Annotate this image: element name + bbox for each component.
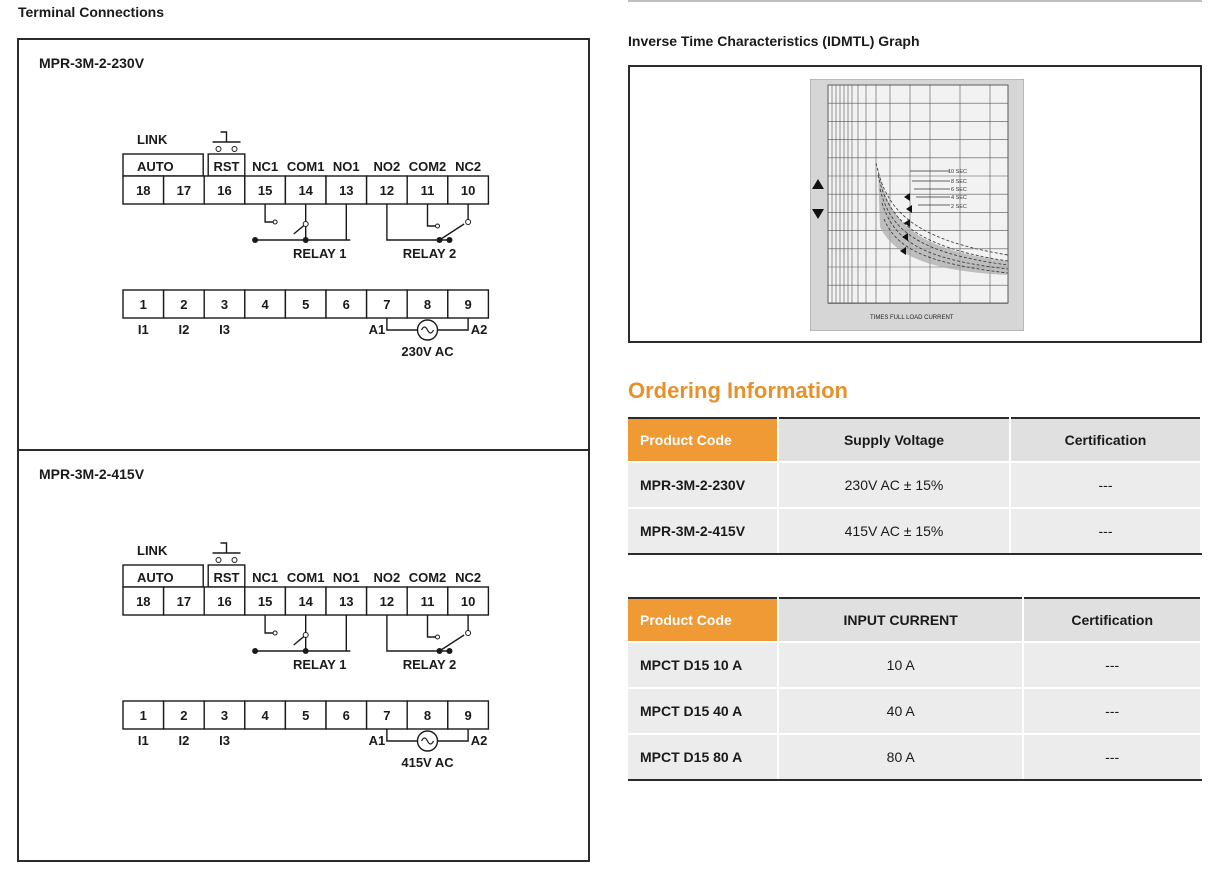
terminal-label: COM1 — [286, 570, 325, 585]
table-row — [628, 734, 1201, 780]
terminal-number: 1 — [139, 708, 147, 723]
contact-point — [232, 558, 237, 563]
curve-label: 2 SEC — [951, 204, 967, 210]
col-header: Supply Voltage — [778, 418, 1010, 462]
current-input-label: I2 — [178, 322, 190, 337]
terminal-block-bottom — [285, 290, 326, 318]
terminal-number: 18 — [136, 594, 151, 609]
product-code-cell: MPCT D15 80 A — [628, 734, 778, 780]
supply-voltage-label: 415V AC — [401, 755, 454, 770]
current-input-label: I1 — [137, 322, 149, 337]
reset-pushbutton — [213, 132, 241, 142]
graph-x-caption: TIMES FULL LOAD CURRENT — [870, 315, 954, 321]
contact-point — [216, 147, 221, 152]
terminal-label: NC2 — [455, 570, 482, 585]
table-row — [628, 688, 1201, 734]
table-cell: 230V AC ± 15% — [778, 462, 1010, 508]
col-header: INPUT CURRENT — [778, 598, 1023, 642]
terminal-block-top — [285, 176, 326, 204]
a2-label: A2 — [470, 733, 488, 748]
terminal-block-bottom — [204, 290, 245, 318]
terminal-block-top — [245, 176, 286, 204]
contact-point — [466, 220, 471, 225]
terminal-number: 17 — [176, 183, 192, 198]
current-input-label: I2 — [178, 733, 190, 748]
terminal-block-bottom — [367, 290, 408, 318]
terminal-number: 16 — [217, 183, 232, 198]
a1-label: A1 — [368, 322, 386, 337]
terminal-number: 18 — [136, 183, 151, 198]
product-code-cell: MPR-3M-2-415V — [628, 508, 778, 554]
contact-point — [436, 224, 440, 228]
terminal-number: 10 — [460, 183, 476, 198]
table-row — [628, 462, 1201, 508]
relay1-contact — [294, 204, 347, 240]
terminal-label: NO1 — [332, 570, 360, 585]
terminal-block-top — [448, 587, 489, 615]
wiring-diagram — [19, 451, 588, 860]
terminal-block-top — [123, 587, 164, 615]
relay2-link-line — [387, 615, 450, 651]
table-cell: --- — [1023, 642, 1201, 688]
terminal-number: 7 — [383, 297, 391, 312]
terminal-block-top — [326, 176, 367, 204]
contact-dot — [303, 648, 309, 654]
relay2-contact — [428, 615, 469, 651]
contact-point — [303, 633, 308, 638]
terminal-block-top — [367, 176, 408, 204]
relay1-contact — [294, 615, 347, 651]
terminal-label: NC1 — [252, 570, 279, 585]
terminal-block-bottom — [164, 701, 205, 729]
terminal-block-top — [204, 587, 245, 615]
panel-model-title: MPR-3M-2-415V — [39, 466, 145, 482]
col-header: Product Code — [628, 598, 778, 642]
panel-model-title: MPR-3M-2-230V — [39, 55, 145, 71]
terminal-number: 3 — [220, 297, 229, 312]
terminal-block-bottom — [245, 290, 286, 318]
current-input-label: I3 — [219, 322, 230, 337]
terminal-label: COM2 — [408, 570, 447, 585]
table-cell: 80 A — [778, 734, 1023, 780]
terminal-block-bottom — [204, 701, 245, 729]
a2-label: A2 — [470, 322, 488, 337]
terminal-block-bottom — [367, 701, 408, 729]
terminal-block-top — [164, 587, 205, 615]
relay2-label: RELAY 2 — [402, 657, 457, 672]
ordering-table-voltage — [628, 417, 1202, 555]
contact-dot — [252, 648, 258, 654]
contact-dot — [437, 237, 443, 243]
a1-label: A1 — [368, 733, 386, 748]
idmtl-graph — [810, 79, 1024, 331]
terminal-block-top — [245, 587, 286, 615]
terminal-number: 5 — [302, 708, 310, 723]
terminal-block-bottom — [245, 701, 286, 729]
terminal-label: NC2 — [455, 159, 482, 174]
terminal-number: 3 — [220, 708, 229, 723]
terminal-block-top — [285, 587, 326, 615]
product-code-cell: MPCT D15 10 A — [628, 642, 778, 688]
terminal-number: 1 — [139, 297, 147, 312]
table-row — [628, 642, 1201, 688]
terminal-number: 14 — [298, 594, 313, 609]
terminal-block-top — [407, 587, 448, 615]
terminal-number: 10 — [460, 594, 476, 609]
curve-label: 10 SEC — [948, 169, 967, 175]
terminal-block-top — [326, 587, 367, 615]
link-label: LINK — [137, 132, 168, 147]
terminal-label: NO1 — [332, 159, 360, 174]
terminal-label: COM2 — [408, 159, 447, 174]
terminal-number: 6 — [342, 708, 350, 723]
relay2-contact — [428, 204, 469, 240]
table-cell: 40 A — [778, 688, 1023, 734]
col-header: Certification — [1023, 598, 1201, 642]
terminal-block-bottom — [448, 701, 489, 729]
terminal-block-bottom — [448, 290, 489, 318]
contact-point — [466, 631, 471, 636]
terminal-number: 4 — [261, 297, 269, 312]
terminal-number: 9 — [464, 708, 472, 723]
terminal-block-bottom — [407, 701, 448, 729]
curve-label: 8 SEC — [951, 179, 967, 185]
terminal-number: 6 — [342, 297, 350, 312]
contact-dot — [252, 237, 258, 243]
terminal-block-top — [164, 176, 205, 204]
table-cell: --- — [1023, 734, 1201, 780]
terminal-number: 13 — [339, 183, 354, 198]
terminal-number: 14 — [298, 183, 313, 198]
relay1-label: RELAY 1 — [292, 246, 347, 261]
terminal-number: 12 — [379, 594, 395, 609]
contact-point — [436, 635, 440, 639]
terminal-block-top — [407, 176, 448, 204]
table-cell: 10 A — [778, 642, 1023, 688]
terminal-label: NC1 — [252, 159, 279, 174]
relay1-nc-wire — [265, 615, 275, 633]
contact-point — [232, 147, 237, 152]
table-cell: 415V AC ± 15% — [778, 508, 1010, 554]
relay1-nc-wire — [265, 204, 275, 222]
table-row — [628, 508, 1201, 554]
terminal-number: 8 — [423, 297, 432, 312]
current-input-label: I1 — [137, 733, 149, 748]
terminal-number: 11 — [420, 183, 435, 198]
ordering-title: Ordering Information — [628, 378, 848, 403]
graph-title: Inverse Time Characteristics (IDMTL) Graph — [628, 33, 920, 49]
terminal-number: 2 — [180, 297, 188, 312]
current-input-label: I3 — [219, 733, 230, 748]
curve-label: 4 SEC — [951, 195, 967, 201]
contact-dot — [447, 237, 453, 243]
terminal-label-rst: RST — [213, 159, 240, 174]
terminal-number: 2 — [180, 708, 188, 723]
contact-dot — [303, 237, 309, 243]
terminal-label: NO2 — [373, 159, 401, 174]
terminal-panel-230v — [17, 38, 590, 451]
terminal-block-bottom — [123, 701, 164, 729]
relay2-label: RELAY 2 — [402, 246, 457, 261]
relay2-link-line — [387, 204, 450, 240]
terminal-label: COM1 — [286, 159, 325, 174]
terminal-block-top — [367, 587, 408, 615]
ordering-table-current — [628, 597, 1202, 781]
terminal-block-bottom — [326, 701, 367, 729]
contact-dot — [437, 648, 443, 654]
terminal-number: 5 — [302, 297, 310, 312]
terminal-block-bottom — [285, 701, 326, 729]
contact-dot — [447, 648, 453, 654]
section-title: Terminal Connections — [18, 4, 164, 20]
terminal-block-top — [448, 176, 489, 204]
terminal-number: 15 — [257, 594, 273, 609]
terminal-number: 4 — [261, 708, 269, 723]
curve-label: 6 SEC — [951, 187, 967, 193]
terminal-block-bottom — [123, 290, 164, 318]
terminal-number: 16 — [217, 594, 232, 609]
terminal-block-bottom — [407, 290, 448, 318]
terminal-label-auto: AUTO — [136, 570, 174, 585]
terminal-label: NO2 — [373, 570, 401, 585]
terminal-label-auto: AUTO — [136, 159, 174, 174]
terminal-block-bottom — [326, 290, 367, 318]
terminal-number: 13 — [339, 594, 354, 609]
idmtl-graph-frame — [628, 65, 1202, 343]
supply-voltage-label: 230V AC — [401, 344, 454, 359]
wiring-diagram — [19, 40, 588, 449]
contact-point — [216, 558, 221, 563]
terminal-number: 12 — [379, 183, 395, 198]
terminal-label-rst: RST — [213, 570, 240, 585]
col-header: Certification — [1010, 418, 1201, 462]
terminal-block-top — [123, 176, 164, 204]
contact-point — [273, 220, 277, 224]
product-code-cell: MPR-3M-2-230V — [628, 462, 778, 508]
terminal-block-top — [204, 176, 245, 204]
table-cell: --- — [1010, 462, 1201, 508]
terminal-number: 8 — [423, 708, 432, 723]
contact-point — [303, 222, 308, 227]
link-label: LINK — [137, 543, 168, 558]
reset-pushbutton — [213, 543, 241, 553]
terminal-panel-415v — [17, 449, 590, 862]
terminal-number: 11 — [420, 594, 435, 609]
terminal-number: 7 — [383, 708, 391, 723]
terminal-number: 9 — [464, 297, 472, 312]
top-divider — [628, 0, 1202, 2]
table-cell: --- — [1010, 508, 1201, 554]
terminal-number: 17 — [176, 594, 192, 609]
contact-point — [273, 631, 277, 635]
terminal-block-bottom — [164, 290, 205, 318]
table-cell: --- — [1023, 688, 1201, 734]
col-header: Product Code — [628, 418, 778, 462]
relay1-label: RELAY 1 — [292, 657, 347, 672]
product-code-cell: MPCT D15 40 A — [628, 688, 778, 734]
terminal-number: 15 — [257, 183, 273, 198]
